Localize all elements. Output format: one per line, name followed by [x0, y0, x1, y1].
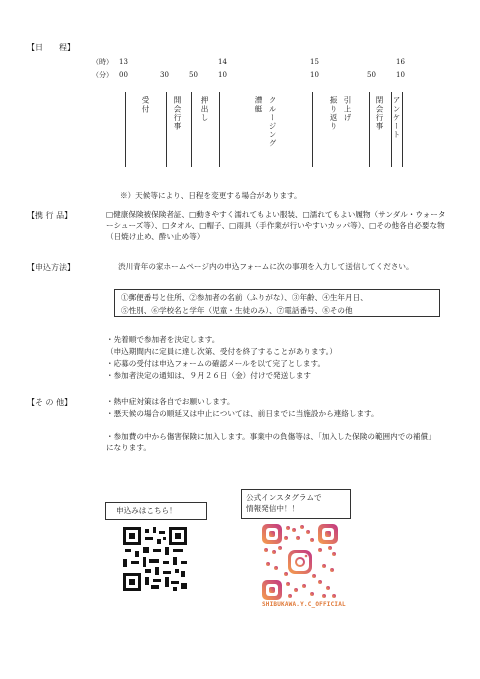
instagram-qr-code[interactable]: [262, 524, 338, 600]
schedule-cell-closing: [369, 92, 392, 167]
other-bullet: ・熱中症対策は各自でお願いします。: [106, 397, 235, 406]
minute-value: 10: [218, 71, 227, 79]
application-intro: 渋川青年の家ホームページ内の申込フォームに次の事項を入力して送信してください。: [118, 262, 414, 271]
minute-value: 50: [367, 71, 376, 79]
schedule-item: 受付: [141, 96, 150, 114]
apply-here-button[interactable]: 申込みはこちら！: [105, 502, 207, 520]
application-bullet: （申込期間内に定員に達し次第、受付を終了することがあります。）: [106, 347, 337, 356]
minute-value: 50: [189, 71, 198, 79]
instagram-promo-line: 情報発信中！！: [246, 504, 300, 513]
instagram-promo-line: 公式インスタグラムで: [246, 493, 322, 502]
schedule-label: 【日 程】: [27, 43, 75, 52]
schedule-item: 開会行事: [173, 96, 182, 131]
schedule-note: ※）天候等により、日程を変更する場合があります。: [120, 191, 302, 200]
required-items-line: ⑤性別、⑥学校名と学年（児童・生徒のみ）、⑦電話番号、⑧その他: [121, 306, 353, 315]
other-bullet: ・参加費の中から傷害保険に加入します。事業中の負傷等は、「加入した保険の範囲内での補償」になります。: [106, 432, 436, 452]
schedule-cell-rowing: [219, 92, 313, 167]
application-bullet: ・先着順で参加者を決定します。: [106, 335, 220, 344]
hour-label: （時）: [92, 58, 113, 66]
belongings-text: □健康保険被保険者証、□動きやすく濡れてもよい服装、□濡れてもよい履物（サンダル・ウォーターシューズ等）、□タオル、□帽子、□雨具（手作業が行いやすいカッパ等）、□その他各自必要な物（日焼け止め、酔い止め等）: [106, 210, 446, 241]
schedule-item: 漕艇: [254, 96, 263, 114]
minute-label: （分）: [92, 71, 113, 79]
minute-value: 30: [160, 71, 169, 79]
application-bullet: ・応募の受付は申込フォームの確認メールを以て完了とします。: [106, 359, 326, 368]
minute-value: 10: [310, 71, 319, 79]
schedule-table: [125, 92, 402, 167]
schedule-item: 振り返り: [329, 96, 338, 131]
belongings-label: 【携 行 品】: [27, 211, 73, 220]
schedule-item: 押出し: [200, 96, 209, 122]
schedule-item: 引上げ: [343, 96, 352, 122]
application-qr-code[interactable]: [123, 527, 187, 591]
hour-14: 14: [218, 58, 227, 66]
hour-15: 15: [310, 58, 319, 66]
schedule-cell-opening: [166, 92, 192, 167]
other-label: 【そ の 他】: [27, 398, 73, 407]
minute-value: 00: [119, 71, 128, 79]
minute-value: 10: [396, 71, 405, 79]
application-bullet: ・参加者決定の通知は、９月２６日（金）付けで発送します: [106, 371, 312, 380]
schedule-item: 閉会行事: [375, 96, 384, 131]
hour-13: 13: [119, 58, 128, 66]
required-items-box: [114, 289, 440, 317]
required-items-line: ①郵便番号と住所、②参加者の名前（ふりがな）、③年齢、④生年月日、: [121, 293, 368, 302]
instagram-promo-box: [241, 489, 351, 519]
schedule-cell-push-off: [191, 92, 220, 167]
schedule-cell-survey: [391, 92, 403, 167]
schedule-cell-review: [312, 92, 370, 167]
application-label: 【申込方法】: [27, 263, 75, 272]
other-bullet: ・悪天候の場合の順延又は中止については、前日までに当施設から連絡します。: [106, 409, 379, 418]
schedule-item: アンケート: [392, 96, 401, 139]
hour-16: 16: [396, 58, 405, 66]
instagram-handle: SHIBUKAWA.Y.C_OFFICIAL: [262, 601, 346, 608]
schedule-cell-reception: [126, 92, 167, 167]
schedule-item: クルージング: [268, 96, 277, 148]
